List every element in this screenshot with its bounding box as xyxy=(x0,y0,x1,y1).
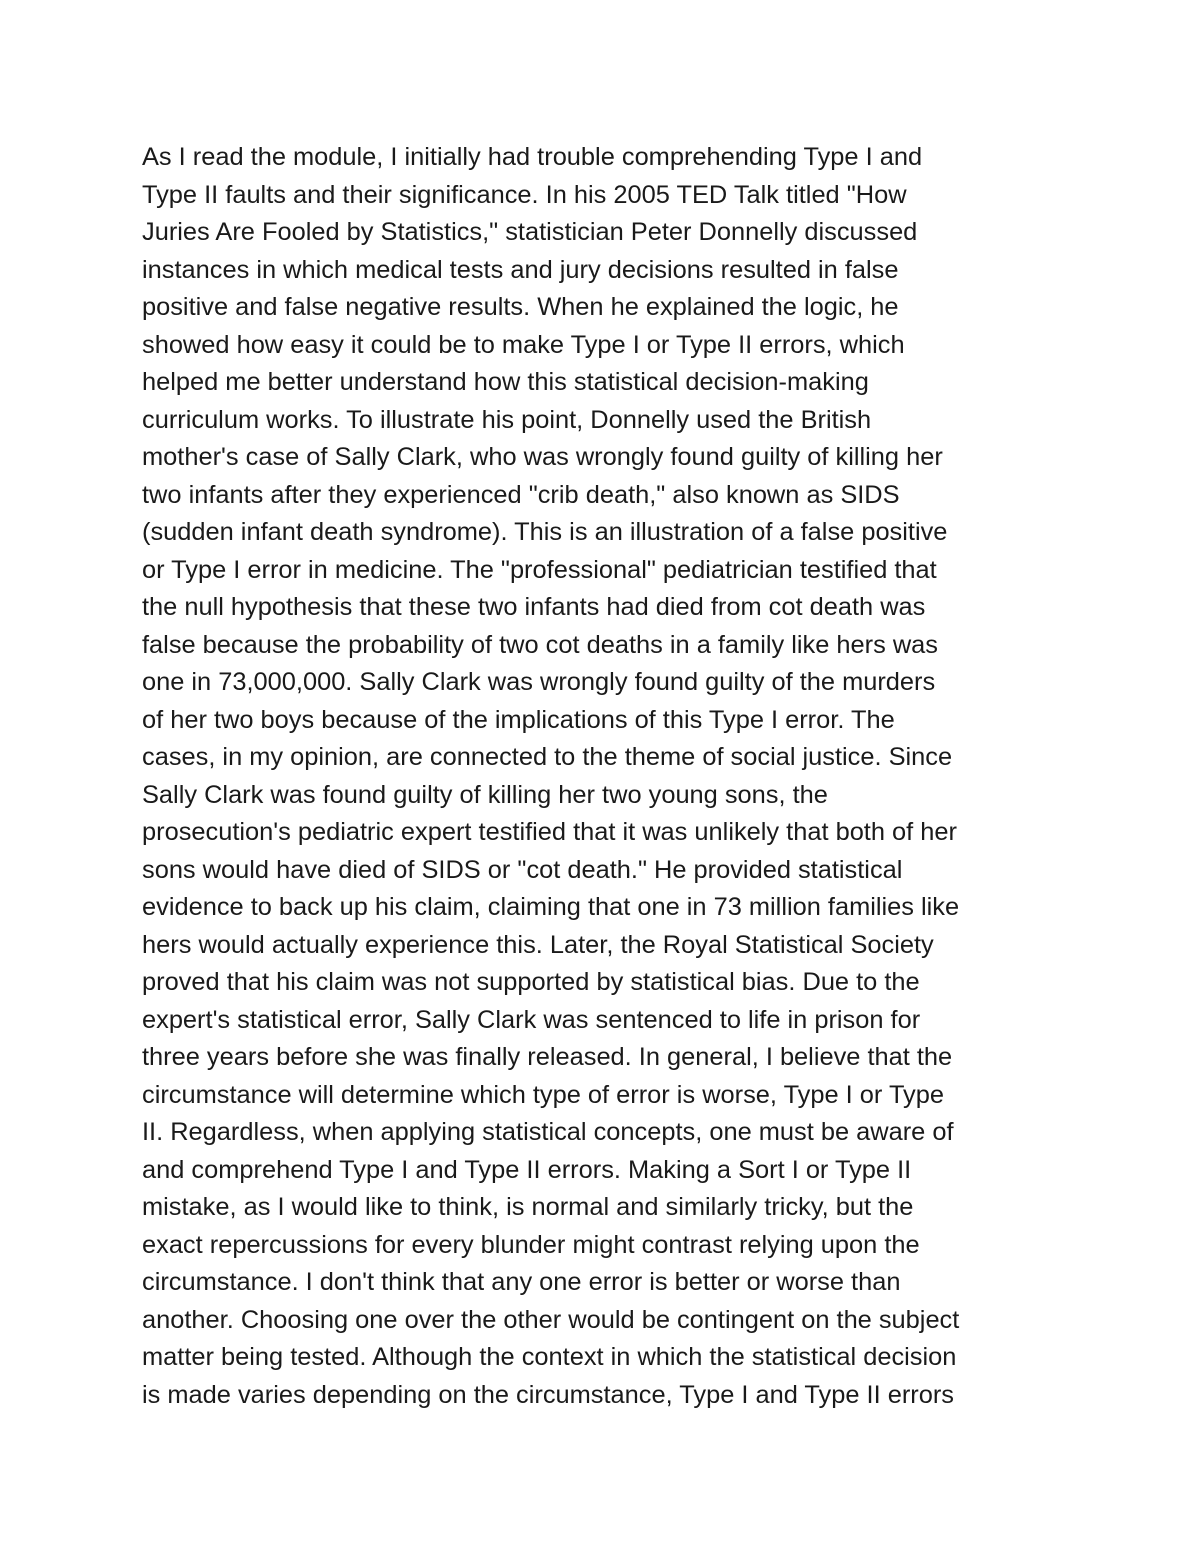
text-line: prosecution's pediatric expert testified that it was unlikely that both of her xyxy=(142,818,957,846)
text-line: Juries Are Fooled by Statistics," statistician Peter Donnelly discussed xyxy=(142,218,918,246)
text-line: one in 73,000,000. Sally Clark was wrongly found guilty of the murders xyxy=(142,668,936,696)
text-line: (sudden infant death syndrome). This is an illustration of a false positive xyxy=(142,518,948,546)
text-line: mistake, as I would like to think, is normal and similarly tricky, but the xyxy=(142,1193,914,1221)
text-line: cases, in my opinion, are connected to the theme of social justice. Since xyxy=(142,743,953,771)
text-line: Sally Clark was found guilty of killing her two young sons, the xyxy=(142,780,828,809)
text-line: the null hypothesis that these two infants had died from cot death was xyxy=(142,593,926,621)
text-line: is made varies depending on the circumstance, Type I and Type II errors xyxy=(142,1380,955,1409)
text-line: hers would actually experience this. Later, the Royal Statistical Society xyxy=(142,930,934,959)
text-line: of her two boys because of the implications of this Type I error. The xyxy=(142,705,895,734)
text-line: mother's case of Sally Clark, who was wrongly found guilty of killing her xyxy=(142,443,943,471)
text-line: positive and false negative results. When he explained the logic, he xyxy=(142,293,899,321)
text-line: exact repercussions for every blunder might contrast relying upon the xyxy=(142,1230,920,1259)
text-line: another. Choosing one over the other would be contingent on the subject xyxy=(142,1305,960,1334)
text-line: and comprehend Type I and Type II errors. Making a Sort I or Type II xyxy=(142,1155,912,1184)
text-line: helped me better understand how this statistical decision-making xyxy=(142,368,869,396)
text-line: circumstance will determine which type of error is worse, Type I or Type xyxy=(142,1080,944,1109)
text-line: or Type I error in medicine. The "professional" pediatrician testified that xyxy=(142,555,937,584)
text-line: instances in which medical tests and jury decisions resulted in false xyxy=(142,255,899,284)
text-line: Type II faults and their significance. In his 2005 TED Talk titled "How xyxy=(142,180,907,209)
text-line: sons would have died of SIDS or "cot death." He provided statistical xyxy=(142,855,903,884)
text-line: II. Regardless, when applying statistical concepts, one must be aware of xyxy=(142,1118,954,1146)
text-line: evidence to back up his claim, claiming that one in 73 million families like xyxy=(142,893,960,921)
text-line: expert's statistical error, Sally Clark was sentenced to life in prison for xyxy=(142,1005,921,1034)
text-line: three years before she was finally released. In general, I believe that the xyxy=(142,1043,953,1071)
text-line: false because the probability of two cot deaths in a family like hers was xyxy=(142,630,938,659)
text-line: two infants after they experienced "crib death," also known as SIDS xyxy=(142,480,900,509)
text-line: showed how easy it could be to make Type I or Type II errors, which xyxy=(142,330,905,359)
text-line: curriculum works. To illustrate his point, Donnelly used the British xyxy=(142,405,872,434)
text-line: proved that his claim was not supported by statistical bias. Due to the xyxy=(142,968,920,996)
text-line: circumstance. I don't think that any one error is better or worse than xyxy=(142,1268,901,1296)
text-line: matter being tested. Although the context in which the statistical decision xyxy=(142,1343,957,1371)
body-paragraph xyxy=(142,139,1082,1414)
text-line: As I read the module, I initially had trouble comprehending Type I and xyxy=(142,143,923,171)
